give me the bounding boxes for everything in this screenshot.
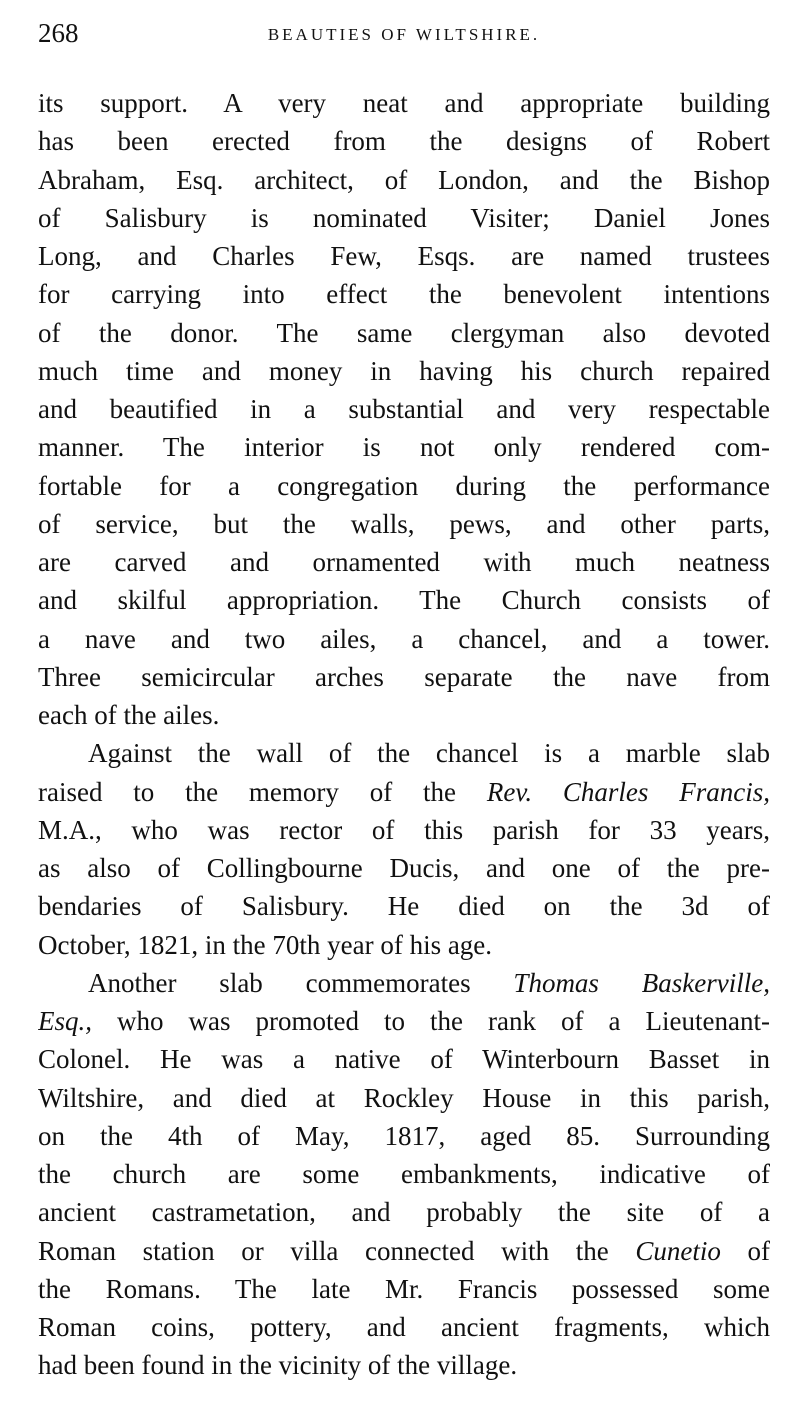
text-segment: has been erected from the designs of Robert [38, 126, 770, 157]
text-line [38, 1308, 770, 1346]
text-segment: M.A., who was rector of this parish for 33 years, [38, 814, 770, 845]
text-segment: bendaries of Salisbury. He died on the 3d of [38, 891, 770, 922]
text-line [38, 734, 770, 772]
text-segment: the church are some embankments, indicative of [38, 1159, 770, 1189]
text-segment: fortable for a congregation during the performance [38, 470, 770, 501]
text-line [38, 122, 770, 160]
page-header [38, 18, 770, 54]
text-segment: the Romans. The late Mr. Francis possessed some [38, 1273, 770, 1304]
text-segment: ancient castrametation, and probably the site of a [38, 1197, 770, 1228]
text-line [38, 620, 770, 658]
text-line [38, 275, 770, 313]
italic-text: Esq., [38, 1006, 92, 1036]
text-line [38, 390, 770, 428]
text-line [38, 887, 770, 925]
text-segment: Wiltshire, and died at Rockley House in this parish, [38, 1082, 770, 1113]
text-line [38, 773, 770, 811]
text-segment: Abraham, Esq. architect, of London, and the Bishop [38, 164, 770, 195]
text-line [38, 199, 770, 237]
text-line [38, 926, 770, 964]
text-line [38, 237, 770, 275]
text-segment: and beautified in a substantial and very respectable [38, 394, 770, 424]
text-line [38, 428, 770, 466]
text-segment: for carrying into effect the benevolent intentions [38, 279, 770, 310]
text-line [38, 1232, 770, 1270]
text-line [38, 1193, 770, 1231]
text-segment: of [720, 1235, 770, 1266]
text-line [38, 811, 770, 849]
text-segment: and skilful appropriation. The Church consists of [38, 585, 770, 616]
text-segment: raised to the memory of the [38, 776, 487, 807]
text-line [38, 505, 770, 543]
text-segment: Another slab commemorates [88, 967, 514, 998]
text-line [38, 849, 770, 887]
text-line [38, 1079, 770, 1117]
text-line [38, 467, 770, 505]
text-segment: its support. A very neat and appropriate building [38, 88, 770, 118]
text-segment: of service, but the walls, pews, and other parts, [38, 508, 770, 539]
text-line [38, 161, 770, 199]
text-line [38, 1155, 770, 1193]
running-title: BEAUTIES OF WILTSHIRE. [267, 25, 541, 44]
text-line [38, 964, 770, 1002]
italic-text: Thomas Baskerville, [513, 967, 770, 998]
text-line [38, 84, 770, 122]
text-line [38, 352, 770, 390]
text-line [38, 543, 770, 581]
text-line [38, 696, 770, 734]
text-segment: of the donor. The same clergyman also devoted [38, 317, 770, 348]
text-segment: Long, and Charles Few, Esqs. are named trustees [38, 241, 770, 271]
body-text [38, 84, 770, 1385]
text-segment: much time and money in having his church repaired [38, 355, 770, 386]
text-line [38, 1117, 770, 1155]
text-line [38, 1040, 770, 1078]
text-segment: Against the wall of the chancel is a marble slab [88, 738, 770, 769]
text-segment: as also of Collingbourne Ducis, and one of the pre- [38, 853, 770, 883]
text-segment: Roman coins, pottery, and ancient fragments, which [38, 1312, 770, 1342]
text-segment: each of the ailes. [38, 700, 220, 730]
text-line [38, 581, 770, 619]
text-line [38, 1346, 770, 1384]
page-number: 268 [38, 18, 79, 48]
text-segment: a nave and two ailes, a chancel, and a tower. [38, 623, 770, 654]
text-segment: are carved and ornamented with much neatness [38, 547, 770, 577]
italic-text: Cunetio [635, 1235, 721, 1266]
text-segment: of Salisbury is nominated Visiter; Daniel Jones [38, 202, 770, 233]
text-segment: who was promoted to the rank of a Lieutenant- [92, 1006, 770, 1036]
text-line [38, 658, 770, 696]
text-segment: Roman station or villa connected with the [38, 1235, 636, 1266]
text-line [38, 1270, 770, 1308]
italic-text: Rev. Charles Francis, [486, 776, 770, 807]
text-segment: October, 1821, in the 70th year of his age. [38, 929, 493, 960]
text-segment: Three semicircular arches separate the nave from [38, 661, 770, 692]
text-line [38, 314, 770, 352]
text-line [38, 1002, 770, 1040]
text-segment: had been found in the vicinity of the village. [38, 1350, 518, 1381]
text-segment: on the 4th of May, 1817, aged 85. Surrounding [38, 1120, 770, 1151]
text-segment: Colonel. He was a native of Winterbourn Basset in [38, 1044, 770, 1075]
text-segment: manner. The interior is not only rendered com- [38, 432, 770, 463]
